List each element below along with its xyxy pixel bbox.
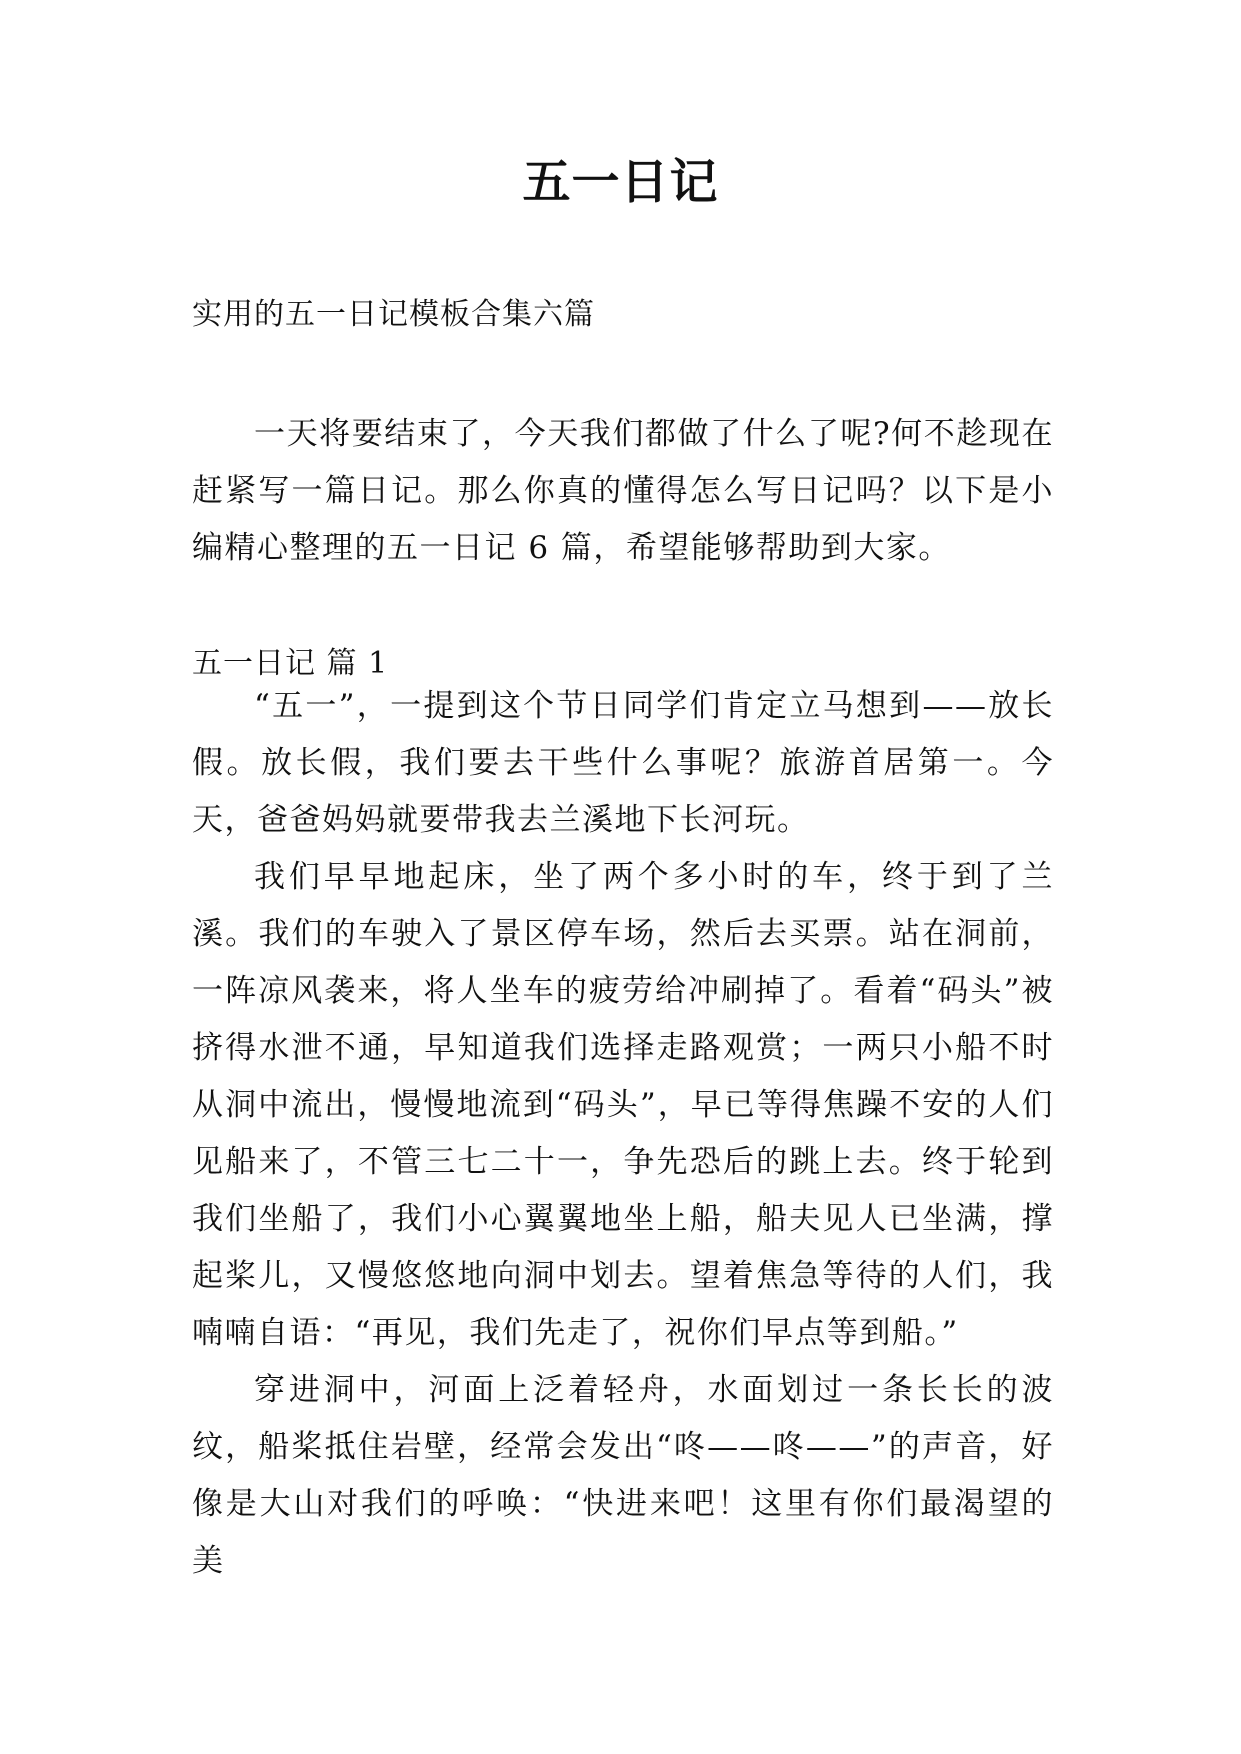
body-paragraph-3: 穿进洞中，河面上泛着轻舟，水面划过一条长长的波纹，船桨抵住岩壁，经常会发出“咚——咚——”的声音，好像是大山对我们的呼唤：“快进来吧！这里有你们最渴望的美 xyxy=(192,1372,1054,1579)
section-heading: 五一日记 篇 1 xyxy=(192,646,389,681)
document-title: 五一日记 xyxy=(522,154,719,210)
intro-paragraph: 一天将要结束了，今天我们都做了什么了呢?何不趁现在赶紧写一篇日记。那么你真的懂得怎么写日记吗？以下是小编精心整理的五一日记 6 篇，希望能够帮助到大家。 xyxy=(192,416,1054,566)
body-paragraph-2: 我们早早地起床，坐了两个多小时的车，终于到了兰溪。我们的车驶入了景区停车场，然后去买票。站在洞前，一阵凉风袭来，将人坐车的疲劳给冲刷掉了。看着“码头”被挤得水泄不通，早知道我们选择走路观赏；一两只小船不时从洞中流出，慢慢地流到“码头”，早已等得焦躁不安的人们见船来了，不管三七二十一，争先恐后的跳上去。终于轮到我们坐船了，我们小心翼翼地坐上船，船夫见人已坐满，撑起桨儿，又慢悠悠地向洞中划去。望着焦急等待的人们，我喃喃自语：“再见，我们先走了，祝你们早点等到船。” xyxy=(192,859,1054,1351)
body-paragraph-1: “五一”，一提到这个节日同学们肯定立马想到——放长假。放长假，我们要去干些什么事呢？旅游首居第一。今天，爸爸妈妈就要带我去兰溪地下长河玩。 xyxy=(192,688,1054,838)
document-subtitle: 实用的五一日记模板合集六篇 xyxy=(192,297,595,332)
